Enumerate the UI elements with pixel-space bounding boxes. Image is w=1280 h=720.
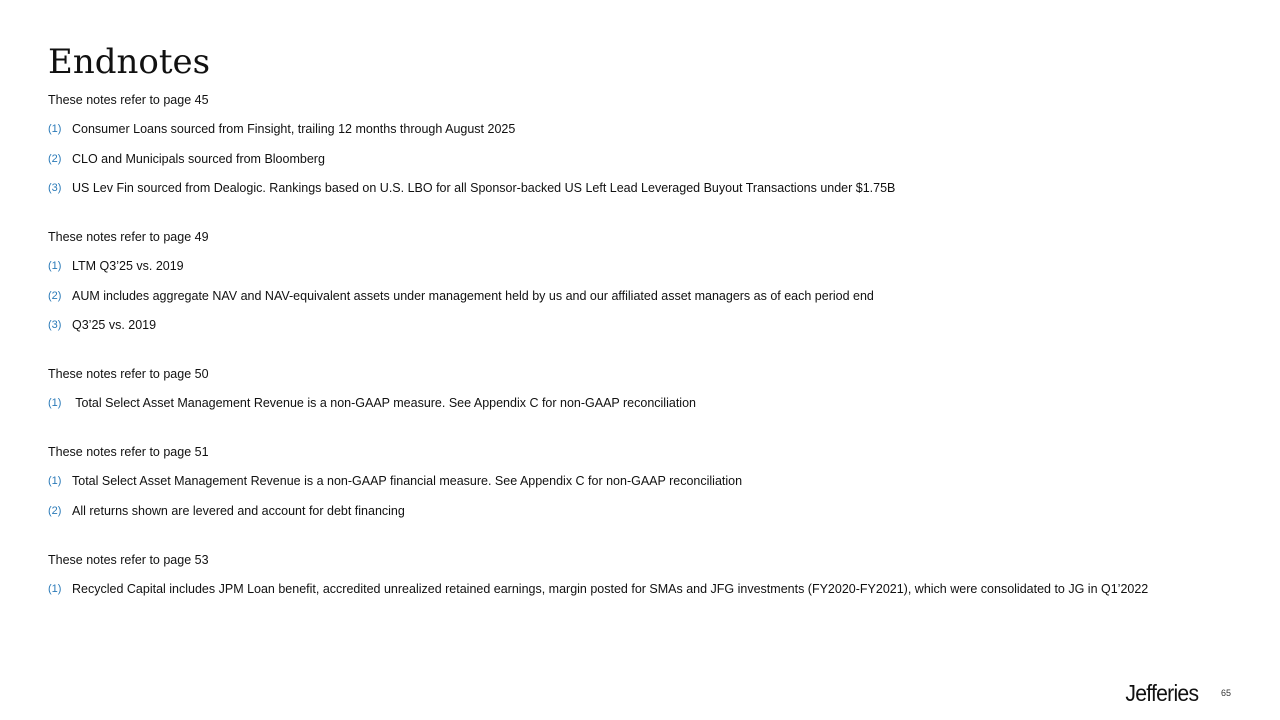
- note-text: US Lev Fin sourced from Dealogic. Rankings based on U.S. LBO for all Sponsor-backed US Left Lead Leveraged Buyout Transactions under $1.75B: [72, 181, 896, 196]
- page-title: Endnotes: [48, 42, 211, 82]
- notes-group-page-49: [48, 227, 1238, 335]
- note-text: Total Select Asset Management Revenue is a non-GAAP measure. See Appendix C for non-GAAP reconciliation: [72, 396, 696, 411]
- note-number: (1): [48, 582, 62, 595]
- note-item: [48, 471, 1238, 491]
- page-number: 65: [1221, 688, 1232, 698]
- group-heading: These notes refer to page 50: [48, 367, 209, 382]
- note-item: [48, 579, 1238, 599]
- note-item: [48, 501, 1238, 521]
- note-text: AUM includes aggregate NAV and NAV-equivalent assets under management held by us and our affiliated asset managers as of each period end: [72, 288, 874, 303]
- endnotes-list: [48, 90, 1238, 628]
- note-item: [48, 149, 1238, 169]
- note-item: [48, 256, 1238, 276]
- notes-group-page-53: [48, 550, 1238, 599]
- group-heading: These notes refer to page 51: [48, 445, 209, 460]
- jefferies-logo: Jefferies: [1125, 680, 1198, 706]
- notes-group-page-45: [48, 90, 1238, 198]
- note-number: (3): [48, 319, 62, 332]
- note-text: LTM Q3’25 vs. 2019: [72, 259, 184, 274]
- note-text: Q3’25 vs. 2019: [72, 318, 157, 333]
- note-number: (1): [48, 123, 62, 135]
- note-number: (3): [48, 182, 62, 195]
- note-text: Total Select Asset Management Revenue is a non-GAAP financial measure. See Appendix C for non-GAAP reconciliation: [72, 474, 743, 489]
- note-number: (2): [48, 289, 62, 302]
- note-number: (1): [48, 475, 62, 488]
- note-item: [48, 286, 1238, 306]
- note-text: Recycled Capital includes JPM Loan benefit, accredited unrealized retained earnings, margin posted for SMAs and JFG investments (FY2020-FY2021), which were consolidated to JG in Q1’2022: [72, 581, 1149, 596]
- notes-group-page-50: [48, 364, 1238, 413]
- note-item: [48, 393, 1238, 413]
- notes-group-page-51: [48, 442, 1238, 521]
- note-number: (1): [48, 397, 62, 410]
- note-item: [48, 315, 1238, 335]
- note-text: Consumer Loans sourced from Finsight, trailing 12 months through August 2025: [72, 122, 516, 136]
- note-text: CLO and Municipals sourced from Bloomberg: [72, 151, 325, 166]
- note-item: [48, 119, 1238, 139]
- note-number: (2): [48, 152, 62, 165]
- group-heading: These notes refer to page 49: [48, 230, 209, 245]
- group-heading: These notes refer to page 53: [48, 552, 209, 567]
- note-item: [48, 178, 1238, 198]
- group-heading: These notes refer to page 45: [48, 93, 209, 107]
- note-number: (2): [48, 504, 62, 517]
- note-number: (1): [48, 260, 62, 273]
- note-text: All returns shown are levered and account for debt financing: [72, 503, 405, 518]
